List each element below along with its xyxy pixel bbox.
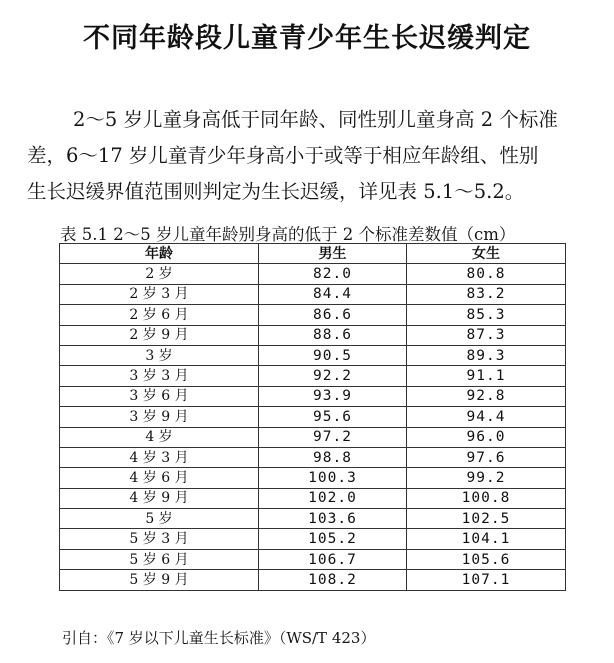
boys-cell: 90.5 bbox=[259, 345, 407, 365]
age-cell: 5 岁 9 月 bbox=[60, 570, 259, 590]
girls-cell: 83.2 bbox=[407, 284, 566, 304]
source-citation: 引自：《7 岁以下儿童生长标准》（WS/T 423） bbox=[62, 629, 376, 647]
boys-cell: 84.4 bbox=[259, 284, 407, 304]
girls-cell: 85.3 bbox=[407, 305, 566, 325]
girls-cell: 102.5 bbox=[407, 509, 566, 529]
table-row bbox=[60, 284, 566, 304]
age-cell: 3 岁 6 月 bbox=[60, 386, 259, 406]
table-row bbox=[60, 529, 566, 549]
paragraph-line-3: 生长迟缓界值范围则判定为生长迟缓，详见表 5.1～5.2。 bbox=[27, 180, 525, 203]
boys-cell: 95.6 bbox=[259, 407, 407, 427]
boys-cell: 82.0 bbox=[259, 264, 407, 284]
girls-cell: 104.1 bbox=[407, 529, 566, 549]
girls-cell: 94.4 bbox=[407, 407, 566, 427]
table-caption: 表 5.1 2～5 岁儿童年龄别身高的低于 2 个标准差数值（cm） bbox=[60, 225, 516, 244]
table-row bbox=[60, 305, 566, 325]
age-cell: 4 岁 9 月 bbox=[60, 488, 259, 508]
header-girls: 女生 bbox=[407, 244, 566, 264]
age-cell: 2 岁 6 月 bbox=[60, 305, 259, 325]
boys-cell: 102.0 bbox=[259, 488, 407, 508]
table-row bbox=[60, 509, 566, 529]
page-title: 不同年龄段儿童青少年生长迟缓判定 bbox=[83, 23, 531, 54]
boys-cell: 86.6 bbox=[259, 305, 407, 325]
age-cell: 4 岁 bbox=[60, 427, 259, 447]
age-cell: 2 岁 bbox=[60, 264, 259, 284]
girls-cell: 80.8 bbox=[407, 264, 566, 284]
table-row bbox=[60, 386, 566, 406]
girls-cell: 89.3 bbox=[407, 345, 566, 365]
table-row bbox=[60, 407, 566, 427]
girls-cell: 92.8 bbox=[407, 386, 566, 406]
girls-cell: 105.6 bbox=[407, 549, 566, 569]
table-row bbox=[60, 488, 566, 508]
girls-cell: 96.0 bbox=[407, 427, 566, 447]
girls-cell: 107.1 bbox=[407, 570, 566, 590]
age-cell: 3 岁 bbox=[60, 345, 259, 365]
table-header-row bbox=[60, 244, 566, 264]
table-row bbox=[60, 325, 566, 345]
table-row bbox=[60, 468, 566, 488]
girls-cell: 97.6 bbox=[407, 447, 566, 467]
girls-cell: 91.1 bbox=[407, 366, 566, 386]
boys-cell: 100.3 bbox=[259, 468, 407, 488]
age-cell: 5 岁 3 月 bbox=[60, 529, 259, 549]
boys-cell: 105.2 bbox=[259, 529, 407, 549]
paragraph-line-1: 2～5 岁儿童身高低于同年龄、同性别儿童身高 2 个标准 bbox=[73, 108, 558, 131]
table-row bbox=[60, 427, 566, 447]
table-row bbox=[60, 264, 566, 284]
age-cell: 2 岁 9 月 bbox=[60, 325, 259, 345]
header-boys: 男生 bbox=[259, 244, 407, 264]
age-cell: 4 岁 3 月 bbox=[60, 447, 259, 467]
age-cell: 4 岁 6 月 bbox=[60, 468, 259, 488]
age-cell: 2 岁 3 月 bbox=[60, 284, 259, 304]
table-row bbox=[60, 570, 566, 590]
boys-cell: 108.2 bbox=[259, 570, 407, 590]
paragraph-line-2: 差，6～17 岁儿童青少年身高小于或等于相应年龄组、性别 bbox=[27, 144, 539, 167]
age-cell: 3 岁 9 月 bbox=[60, 407, 259, 427]
table-row bbox=[60, 345, 566, 365]
boys-cell: 93.9 bbox=[259, 386, 407, 406]
boys-cell: 97.2 bbox=[259, 427, 407, 447]
table-row bbox=[60, 447, 566, 467]
table-row bbox=[60, 549, 566, 569]
age-cell: 5 岁 6 月 bbox=[60, 549, 259, 569]
boys-cell: 88.6 bbox=[259, 325, 407, 345]
girls-cell: 100.8 bbox=[407, 488, 566, 508]
boys-cell: 92.2 bbox=[259, 366, 407, 386]
age-cell: 5 岁 bbox=[60, 509, 259, 529]
boys-cell: 106.7 bbox=[259, 549, 407, 569]
boys-cell: 103.6 bbox=[259, 509, 407, 529]
table-row bbox=[60, 366, 566, 386]
height-table bbox=[59, 243, 566, 591]
boys-cell: 98.8 bbox=[259, 447, 407, 467]
girls-cell: 87.3 bbox=[407, 325, 566, 345]
header-age: 年龄 bbox=[60, 244, 259, 264]
age-cell: 3 岁 3 月 bbox=[60, 366, 259, 386]
girls-cell: 99.2 bbox=[407, 468, 566, 488]
